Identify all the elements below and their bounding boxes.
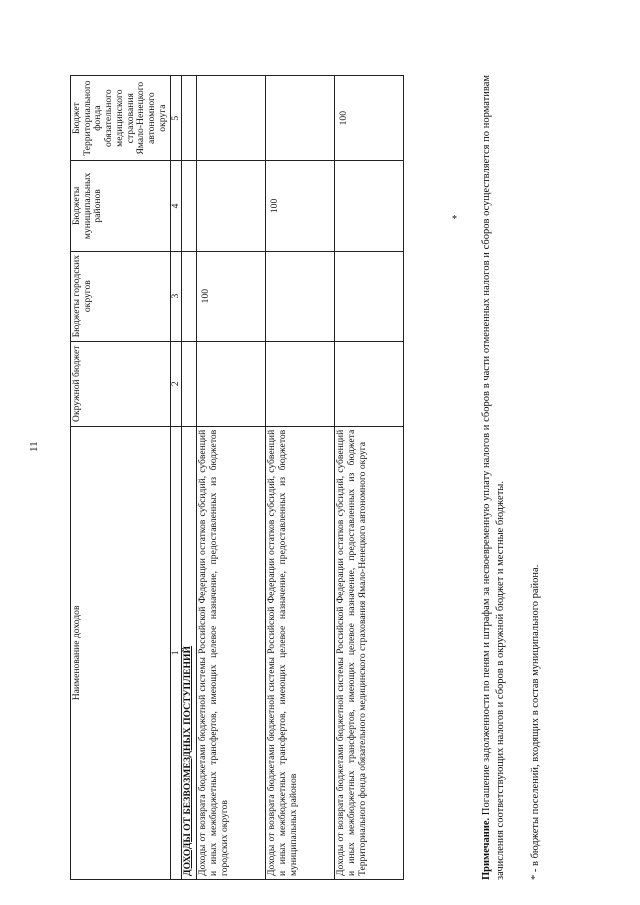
header-city-budgets: Бюджеты городских округов xyxy=(71,251,171,341)
section-title: ДОХОДЫ ОТ БЕЗВОЗМЕЗДНЫХ ПОСТУПЛЕНИЙ xyxy=(182,426,197,879)
income-table xyxy=(70,75,404,880)
header-income-name: Наименование доходов xyxy=(71,426,171,879)
section-row xyxy=(182,76,197,880)
value-cell xyxy=(266,76,335,161)
note-label: Примечание. xyxy=(481,817,492,880)
footnote: * - в бюджеты поселений, входящих в состав муниципального района. xyxy=(530,564,541,880)
value-cell xyxy=(266,251,335,341)
value-cell xyxy=(197,341,266,426)
header-fund-budget: Бюджет Территориального фонда обязательного медицинского страхования Ямало-Ненецкого автономного округа xyxy=(71,76,171,161)
rotated-content xyxy=(60,25,620,880)
value-cell xyxy=(335,251,404,341)
index-cell: 3 xyxy=(170,251,182,341)
header-district-budgets: Бюджеты муниципальных районов xyxy=(71,161,171,251)
value-cell: 100 xyxy=(335,76,404,161)
income-name: Доходы от возврата бюджетами бюджетной системы Российской Федерации остатков субсидий, субвенций и иных межбюджетных трансфертов, имеющих целевое назначение, предоставленных из бюджетов городских округов xyxy=(197,426,266,879)
index-cell: 1 xyxy=(170,426,182,879)
value-cell xyxy=(335,341,404,426)
value-cell xyxy=(197,76,266,161)
index-cell: 4 xyxy=(170,161,182,251)
value-cell xyxy=(335,161,404,251)
value-cell xyxy=(266,341,335,426)
page-number: 11 xyxy=(28,441,40,452)
value-cell xyxy=(197,161,266,251)
table-row xyxy=(335,76,404,880)
index-cell: 2 xyxy=(170,341,182,426)
income-name: Доходы от возврата бюджетами бюджетной системы Российской Федерации остатков субсидий, субвенций и иных межбюджетных трансфертов, имеющих целевое назначение, предоставленных из бюджета Территориального фонда обязательного медицинского страхования Ямало-Ненецкого автономного округа xyxy=(335,426,404,879)
income-name: Доходы от возврата бюджетами бюджетной системы Российской Федерации остатков субсидий, субвенций и иных межбюджетных трансфертов, имеющих целевое назначение, предоставленных из бюджетов муниципальных районов xyxy=(266,426,335,879)
note xyxy=(480,75,507,880)
header-row xyxy=(71,76,171,880)
header-okrug-budget: Окружной бюджет xyxy=(71,341,171,426)
index-row xyxy=(170,76,182,880)
table-row xyxy=(266,76,335,880)
star-mark: * xyxy=(452,214,457,225)
index-cell: 5 xyxy=(170,76,182,161)
value-cell: 100 xyxy=(197,251,266,341)
value-cell: 100 xyxy=(266,161,335,251)
note-text: Погашение задолженности по пеням и штрафам за несвоевременную уплату налогов и сборов в части отмененных налогов и сборов осуществляется по нормативам зачисления соответствующих налогов и сборов в окружной бюджет и местные бюджеты. xyxy=(481,75,506,880)
table-row xyxy=(197,76,266,880)
